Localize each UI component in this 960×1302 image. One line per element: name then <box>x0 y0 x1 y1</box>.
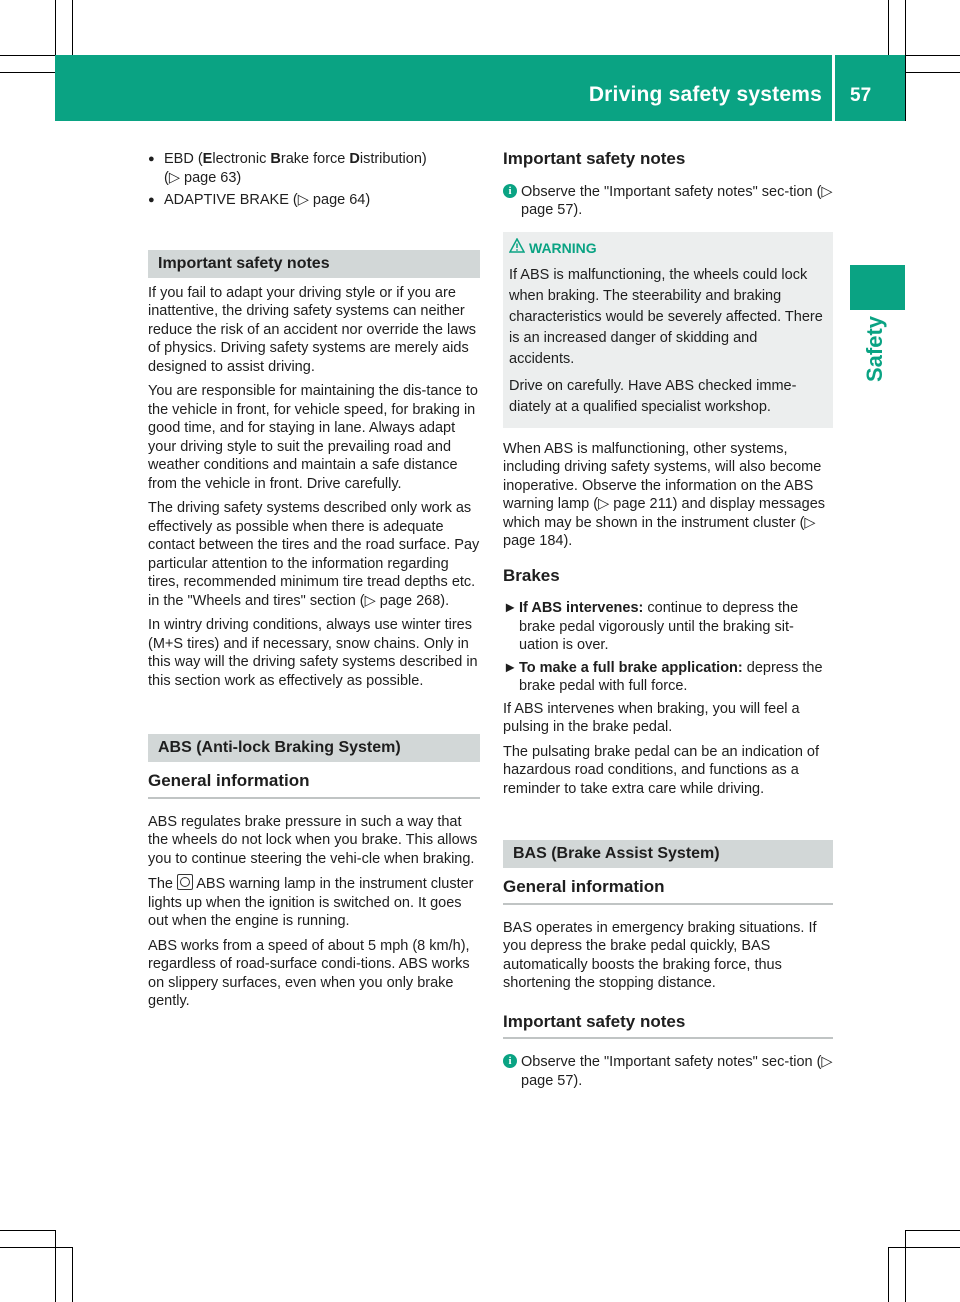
crop-mark <box>888 1247 960 1248</box>
warning-triangle-icon <box>509 238 525 254</box>
crop-mark <box>55 1230 56 1302</box>
bullet-text: EBD ( <box>164 151 203 167</box>
bullet-adaptive-brake <box>148 191 480 210</box>
paragraph: You are responsible for maintaining the dis-tance to the vehicle in front, for vehicle speed, for braking in good time, and for staying in lane. Always adapt your driving style to suit the prevailing road and weather conditions and maintain a safe distance from the vehicle in front. Drive carefully. <box>148 383 478 492</box>
crop-mark <box>888 1247 889 1302</box>
info-note <box>503 1053 833 1090</box>
crop-mark <box>72 0 73 55</box>
step-text: depress the brake pedal with full force. <box>519 659 823 694</box>
bullet-text-bold: B <box>270 151 281 167</box>
paragraph: ABS regulates brake pressure in such a way that the wheels do not lock when you brake. This allows you to continue steering the vehi-cle when braking. <box>148 813 478 867</box>
crop-mark <box>905 1230 906 1302</box>
crop-mark <box>0 1230 55 1231</box>
page-header-title: Driving safety systems <box>588 83 822 106</box>
side-section-label: Safety <box>862 315 887 382</box>
warning-heading <box>509 238 825 259</box>
paragraph: If ABS intervenes when braking, you will feel a pulsing in the brake pedal. <box>503 700 800 735</box>
crop-mark <box>72 1247 73 1302</box>
step-label: To make a full brake application: <box>519 659 743 676</box>
right-column <box>503 150 833 1090</box>
abs-warning-lamp-icon <box>177 874 193 890</box>
bullet-text-bold: D <box>349 151 360 167</box>
info-icon: i <box>503 1054 517 1068</box>
bullet-text: ADAPTIVE BRAKE (▷ page 64) <box>164 192 371 208</box>
subheading-important-safety-notes: Important safety notes <box>503 1013 833 1040</box>
page-reference-link[interactable]: (▷ page 63) <box>164 169 242 186</box>
subheading-general-information: General information <box>148 772 480 799</box>
paragraph: BAS operates in emergency braking situations. If you depress the brake pedal quickly, BAS automatically boosts the braking force, thus shortening the stopping distance. <box>503 919 817 991</box>
info-text: Observe the "Important safety notes" sec-tion (▷ page 57). <box>521 1054 833 1089</box>
bullet-text: lectronic <box>212 151 271 167</box>
warning-text: Drive on carefully. Have ABS checked imme-diately at a qualified specialist workshop. <box>509 377 797 415</box>
heading-brakes: Brakes <box>503 565 560 585</box>
bullet-text: rake force <box>280 151 350 167</box>
warning-text: If ABS is malfunctioning, the wheels could lock when braking. The steerability and braking characteristics would be severely affected. There is an increased danger of skidding and accidents. <box>509 266 823 367</box>
crop-mark <box>0 72 55 73</box>
step-arrow-icon: ► <box>503 659 518 676</box>
crop-mark <box>905 72 960 73</box>
paragraph-text: The <box>148 876 173 892</box>
left-column <box>148 150 480 1017</box>
paragraph-text: ABS warning lamp in the instrument cluster lights up when the ignition is switched on. It goes out when the engine is running. <box>148 876 474 929</box>
crop-mark <box>0 1247 72 1248</box>
step-full-brake <box>503 659 833 696</box>
subheading-general-information: General information <box>503 878 833 905</box>
crop-mark <box>905 0 906 121</box>
paragraph: If you fail to adapt your driving style or if you are inattentive, the driving safety systems can neither reduce the risk of an accident nor override the laws of physics. Driving safety systems are merely aids designed to assist driving. <box>148 284 477 375</box>
step-label: If ABS intervenes: <box>519 600 644 616</box>
section-heading-important: Important safety notes <box>148 250 480 278</box>
paragraph: In wintry driving conditions, always use winter tires (M+S tires) and if necessary, snow chains. Only in this way will the driving safety systems described in this section work as effectively as possible. <box>148 617 478 689</box>
info-note <box>503 183 833 220</box>
warning-box <box>503 232 833 428</box>
paragraph: The pulsating brake pedal can be an indication of hazardous road conditions, and functions as a reminder to take extra care while driving. <box>503 743 819 797</box>
paragraph: When ABS is malfunctioning, other systems, including driving safety systems, will also become inoperative. Observe the information on the ABS warning lamp (▷ page 211) and display messages which may be shown in the instrument cluster (▷ page 184). <box>503 440 826 549</box>
heading-important-safety-notes: Important safety notes <box>503 149 686 168</box>
paragraph: ABS works from a speed of about 5 mph (8 km/h), regardless of road-surface condi-tions. ABS works on slippery surfaces, even when you only brake gently. <box>148 937 470 1009</box>
bullet-icon: ● <box>148 153 155 165</box>
side-tab-marker <box>850 265 905 310</box>
section-heading-bas: BAS (Brake Assist System) <box>503 840 833 868</box>
info-text: Observe the "Important safety notes" sec-tion (▷ page 57). <box>521 183 833 218</box>
header-divider <box>832 55 835 121</box>
bullet-text: istribution) <box>359 151 427 167</box>
warning-label: WARNING <box>529 239 597 256</box>
bullet-ebd <box>148 150 480 187</box>
paragraph: The driving safety systems described only work as effectively as possible when there is adequate contact between the tires and the road surface. Pay particular attention to the information regarding tires, recommended minimum tire tread depths etc. in the "Wheels and tires" section (▷ page 268). <box>148 500 480 609</box>
step-arrow-icon: ► <box>503 600 518 616</box>
info-icon: i <box>503 184 517 198</box>
bullet-text-bold: E <box>202 151 213 167</box>
step-abs-intervenes <box>503 599 833 655</box>
bullet-icon: ● <box>148 194 155 206</box>
paragraph-abs-lamp <box>148 874 480 931</box>
crop-mark <box>905 1230 960 1231</box>
section-heading-abs: ABS (Anti-lock Braking System) <box>148 734 480 762</box>
step-text: continue to depress the brake pedal vigorously until the braking sit-uation is over. <box>519 600 799 653</box>
page-number: 57 <box>850 85 872 106</box>
crop-mark <box>888 0 889 55</box>
